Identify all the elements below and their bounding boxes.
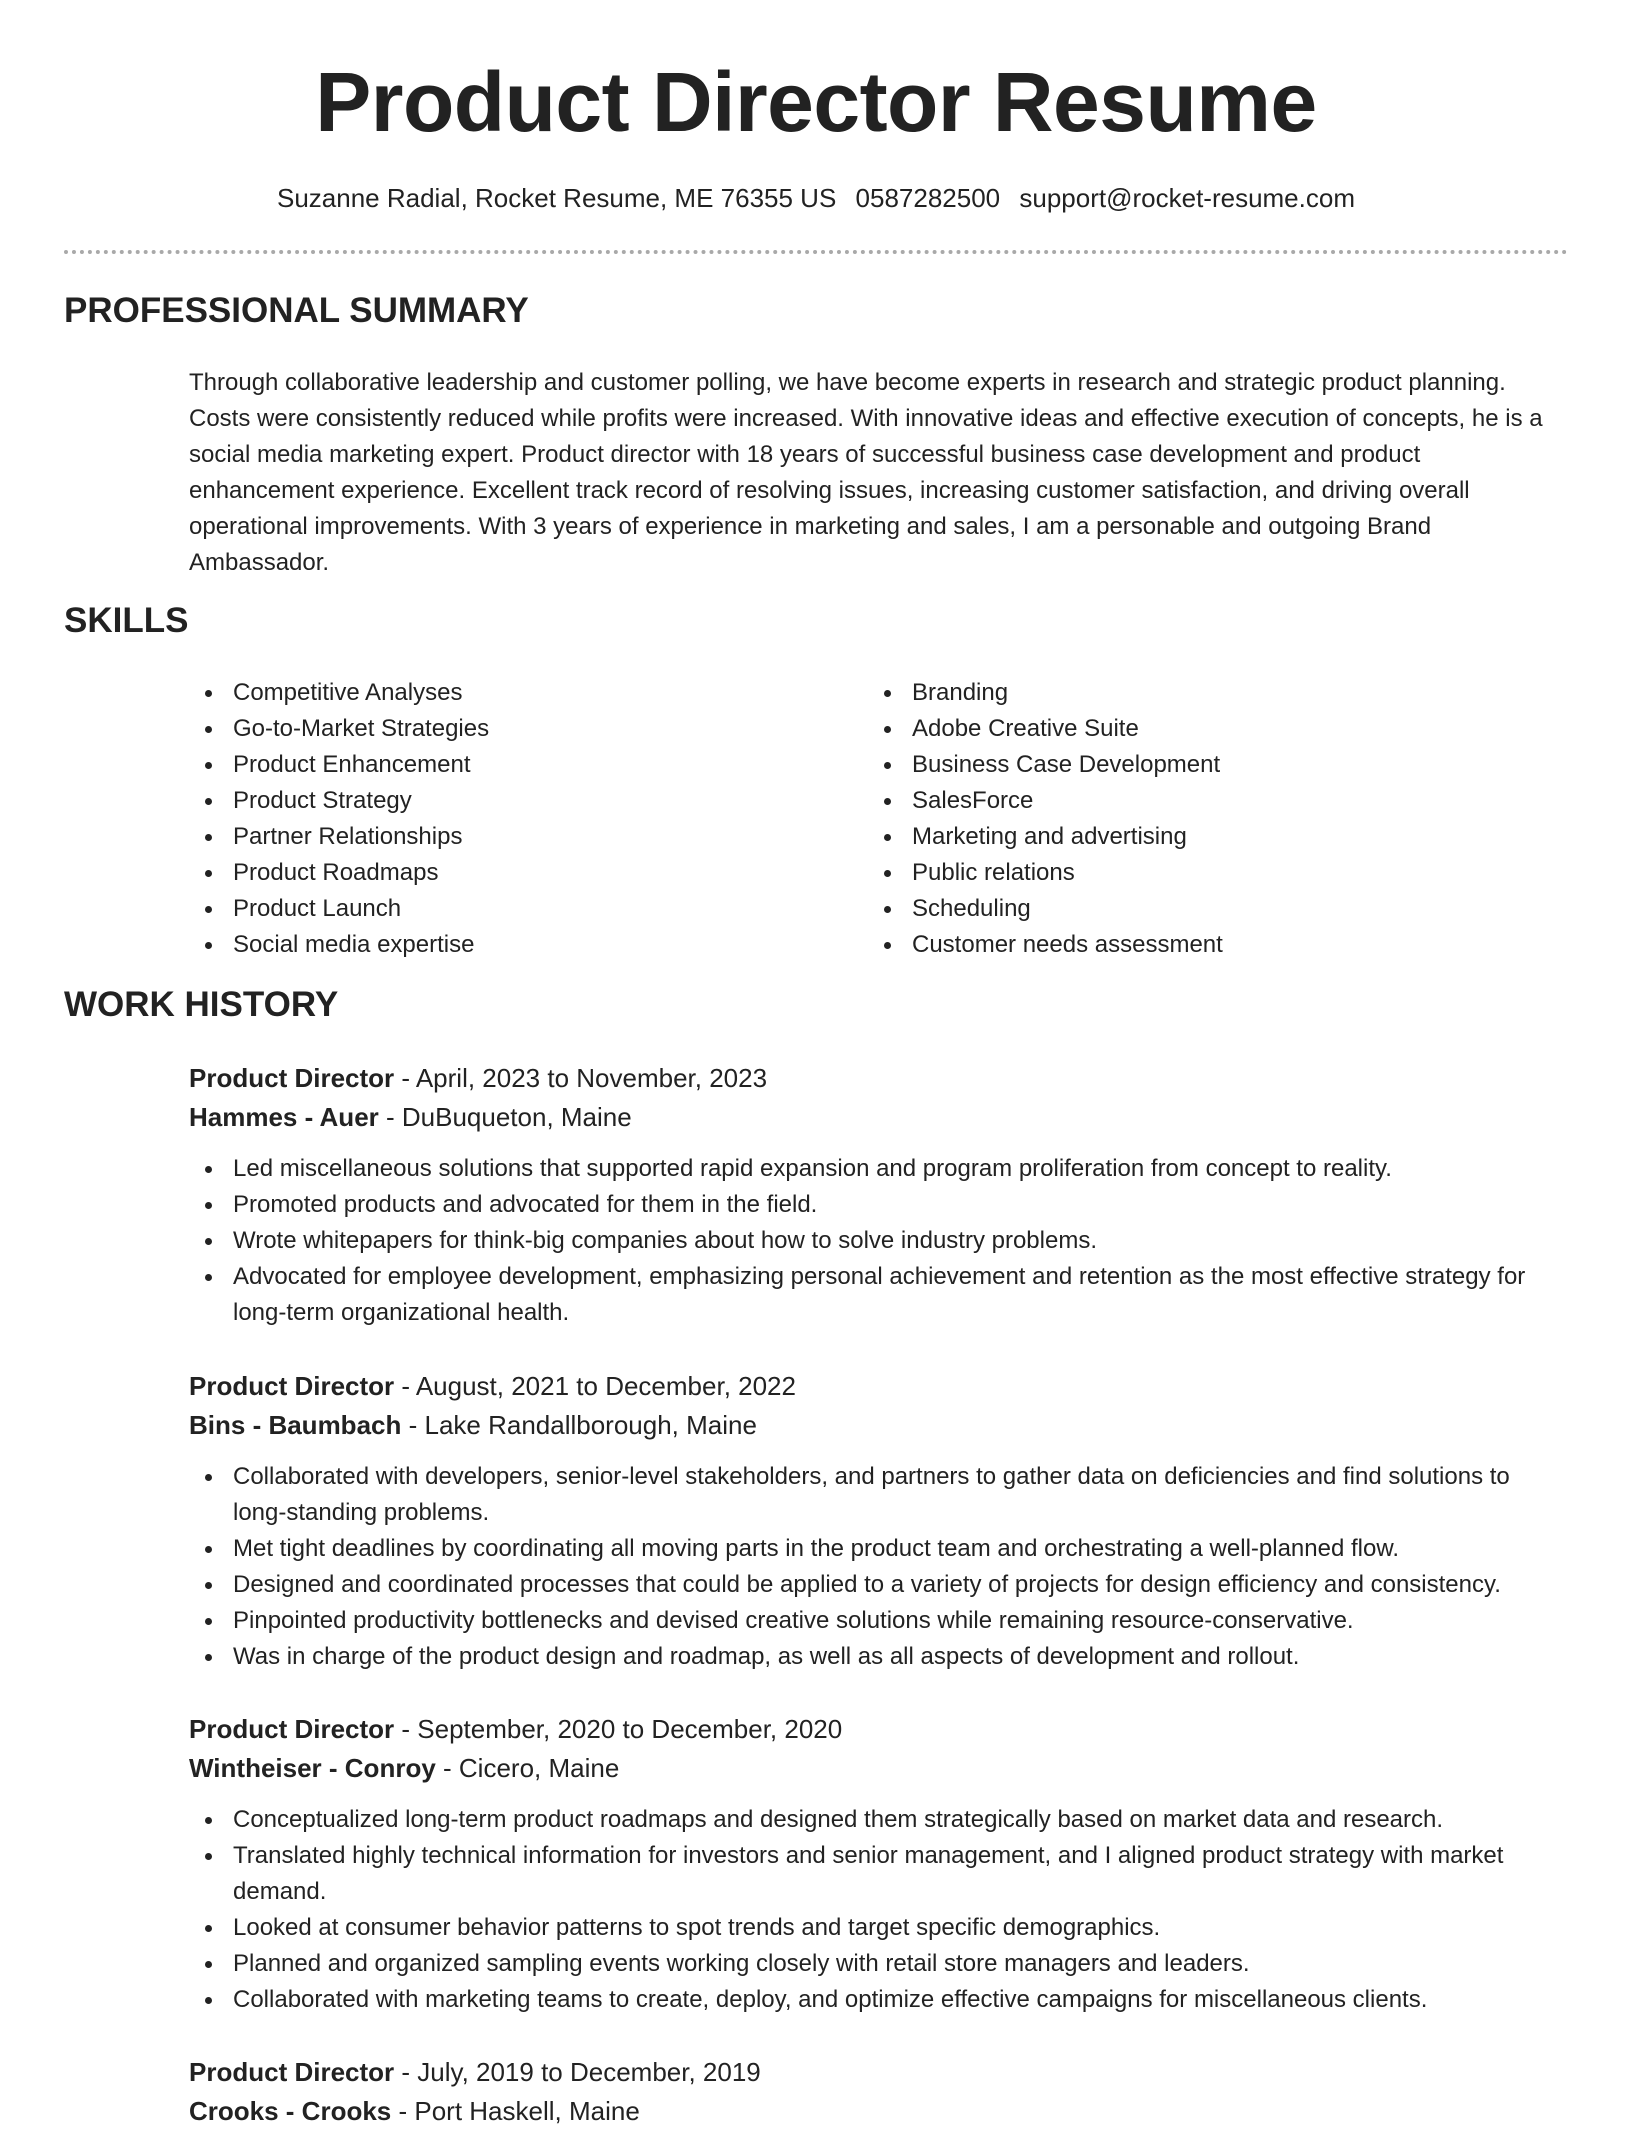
skill-item: SalesForce: [868, 783, 1558, 819]
skills-heading: SKILLS: [64, 601, 189, 640]
job-bullet: Pinpointed productivity bottlenecks and devised creative solutions while remaining resource-conservative.: [189, 1603, 1569, 1639]
job-company: Hammes - Auer: [189, 1102, 379, 1132]
job-bullets: [189, 1151, 1569, 1331]
job-bullet: Designed and coordinated processes that could be applied to a variety of projects for design efficiency and consistency.: [189, 1567, 1569, 1603]
skill-item: Product Roadmaps: [189, 855, 829, 891]
job-company-line: [189, 1098, 1569, 1137]
job-dates: - April, 2023 to November, 2023: [394, 1063, 768, 1093]
skill-item: Business Case Development: [868, 747, 1558, 783]
skill-item: Social media expertise: [189, 927, 829, 963]
work-history-heading: WORK HISTORY: [64, 985, 339, 1024]
job-bullet: Advocated for employee development, emphasizing personal achievement and retention as the most effective strategy for long-term organizational health.: [189, 1259, 1569, 1331]
job-bullet: Led miscellaneous solutions that supported rapid expansion and program proliferation from concept to reality.: [189, 1151, 1569, 1187]
job-location: - DuBuqueton, Maine: [378, 1102, 632, 1132]
page-title: Product Director Resume: [315, 55, 1317, 149]
job-bullet: Conceptualized long-term product roadmaps and designed them strategically based on market data and research.: [189, 1802, 1569, 1838]
contact-phone: 0587282500: [855, 183, 1001, 213]
skill-item: Partner Relationships: [189, 819, 829, 855]
job-title-line: [189, 2053, 1569, 2092]
job-bullets: [189, 1802, 1569, 2018]
job-entry: [189, 1710, 1569, 2018]
job-location: - Lake Randallborough, Maine: [401, 1410, 757, 1440]
header-divider: [64, 250, 1568, 254]
job-bullet: Planned and organized sampling events working closely with retail store managers and leaders.: [189, 1946, 1569, 1982]
skill-item: Adobe Creative Suite: [868, 711, 1558, 747]
job-bullet: Met tight deadlines by coordinating all moving parts in the product team and orchestrating a well-planned flow.: [189, 1531, 1569, 1567]
job-bullet: Collaborated with marketing teams to create, deploy, and optimize effective campaigns for miscellaneous clients.: [189, 1982, 1569, 2018]
job-dates: - September, 2020 to December, 2020: [394, 1714, 843, 1744]
job-company: Crooks - Crooks: [189, 2096, 392, 2126]
job-bullet: Promoted products and advocated for them in the field.: [189, 1187, 1569, 1223]
skills-list-right: [868, 675, 1558, 963]
job-bullet: Was in charge of the product design and roadmap, as well as all aspects of development and rollout.: [189, 1639, 1569, 1675]
job-location: - Cicero, Maine: [435, 1753, 620, 1783]
job-location: - Port Haskell, Maine: [391, 2096, 640, 2126]
contact-address: Suzanne Radial, Rocket Resume, ME 76355 US: [277, 183, 837, 213]
job-dates: - July, 2019 to December, 2019: [394, 2057, 761, 2087]
job-role: Product Director: [189, 1063, 395, 1093]
summary-heading: PROFESSIONAL SUMMARY: [64, 291, 529, 330]
job-bullet: Translated highly technical information for investors and senior management, and I aligned product strategy with market demand.: [189, 1838, 1569, 1910]
job-entry: [189, 2053, 1569, 2131]
job-role: Product Director: [189, 2057, 395, 2087]
job-dates: - August, 2021 to December, 2022: [394, 1371, 796, 1401]
contact-email: support@rocket-resume.com: [1019, 183, 1355, 213]
skill-item: Customer needs assessment: [868, 927, 1558, 963]
skill-item: Public relations: [868, 855, 1558, 891]
job-role: Product Director: [189, 1714, 395, 1744]
job-role: Product Director: [189, 1371, 395, 1401]
skill-item: Go-to-Market Strategies: [189, 711, 829, 747]
skill-item: Product Enhancement: [189, 747, 829, 783]
skills-list-left: [189, 675, 829, 963]
job-company: Wintheiser - Conroy: [189, 1753, 436, 1783]
skill-item: Product Launch: [189, 891, 829, 927]
job-title-line: [189, 1710, 1569, 1749]
job-entry: [189, 1367, 1569, 1675]
job-title-line: [189, 1059, 1569, 1098]
skill-item: Competitive Analyses: [189, 675, 829, 711]
contact-line: [0, 180, 1632, 216]
skill-item: Branding: [868, 675, 1558, 711]
job-company: Bins - Baumbach: [189, 1410, 402, 1440]
job-bullet: Collaborated with developers, senior-level stakeholders, and partners to gather data on deficiencies and find solutions to long-standing problems.: [189, 1459, 1569, 1531]
job-entry: [189, 1059, 1569, 1331]
job-bullet: Wrote whitepapers for think-big companies about how to solve industry problems.: [189, 1223, 1569, 1259]
skill-item: Scheduling: [868, 891, 1558, 927]
job-bullets: [189, 1459, 1569, 1675]
job-company-line: [189, 1749, 1569, 1788]
skill-item: Product Strategy: [189, 783, 829, 819]
skill-item: Marketing and advertising: [868, 819, 1558, 855]
job-title-line: [189, 1367, 1569, 1406]
summary-text: Through collaborative leadership and customer polling, we have become experts in research and strategic product planning. Costs were consistently reduced while profits were increased. With innovative ideas and effective execution of concepts, he is a social media marketing expert. Product director with 18 years of successful business case development and product enhancement experience. Excellent track record of resolving issues, increasing customer satisfaction, and driving overall operational improvements. With 3 years of experience in marketing and sales, I am a personable and outgoing Brand Ambassador.: [189, 369, 1543, 576]
job-company-line: [189, 1406, 1569, 1445]
job-bullet: Looked at consumer behavior patterns to spot trends and target specific demographics.: [189, 1910, 1569, 1946]
